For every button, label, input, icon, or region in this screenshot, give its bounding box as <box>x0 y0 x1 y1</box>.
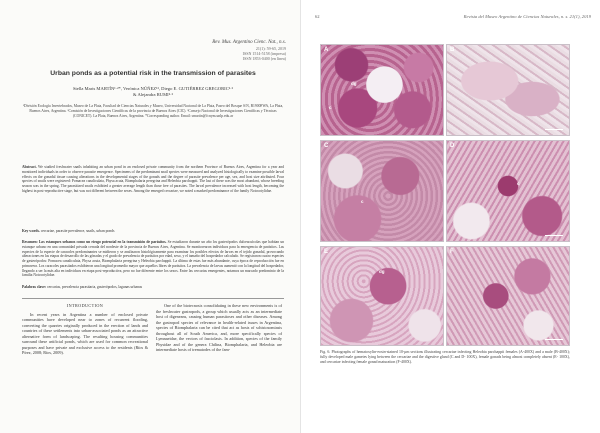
body-column-2 <box>156 303 282 353</box>
abstract <box>22 165 284 194</box>
issn-print: ISSN 1514-5158 (impresa) <box>242 51 286 57</box>
body-paragraph-2: One of the biotecnosis consolidating in these new environments is of the freshwater gastropods, a group which usually acts as an intermediate host of digeneans, causing human parasitoses and other diseases. Among the gastropod species of relevance in health-related issues in Argentina, species of Biomphalaria can be cited that act as hosts of schistosomiasis throughout all of South America, and, more specifically species of Lymnaeidae, the vectors of fasciolasis. In addition, species of the family Physidae and of the genera Chilina, Biomphalaria, and Heleobia are intermediate hosts of trematodes of the fam- <box>156 303 282 352</box>
scale-bar <box>545 235 563 236</box>
keywords-label: Key words. <box>22 229 40 233</box>
resumen-label: Resumen: Los estanques urbanos como un riesgo potencial en la transmisión de parásitos. <box>22 240 167 244</box>
running-head: Revista del Museo Argentino de Ciencias Naturales, n. s. 21(1), 2019 <box>463 14 591 19</box>
micrograph-panel-a <box>320 44 444 136</box>
authors-line-2: & Alejandra RUMI²·³ <box>132 92 173 97</box>
introduction-heading: INTRODUCTION <box>66 303 104 308</box>
micrograph-panel-e <box>320 246 444 346</box>
tag-c: c <box>517 181 520 186</box>
tag-c: c <box>329 105 332 110</box>
affiliation: ¹División Ecología Invertebrados, Museo de La Plata, Facultad de Ciencias Naturales y Museo, Universidad Nacional de La Plata, Paseo del Bosque S/N, B1900FWA, La Plata, Buenos Aires, Argentina. ²Comisión de Investigaciones Científicas de la provincia de Buenos Aires (CIC). ³Consejo Nacional de Investigaciones Científicas y Técnicas (CONICET). La Plata, Buenos Aires, Argentina. *Corresponding author. Email: smartin@fcnym.unlp.edu.ar <box>22 104 284 118</box>
journal-name: Rev. Mus. Argentino Cienc. Nat., n.s. <box>212 40 286 45</box>
micrograph-panel-c <box>320 140 444 242</box>
palabras-text: cercarias, prevalencia parasitaria, gasterópodos, lagunas urbanas <box>47 285 143 289</box>
abstract-label: Abstract. <box>22 165 37 169</box>
issn-online: ISSN 1853-0400 (en línea) <box>242 56 286 62</box>
panel-label-e: E <box>324 249 329 255</box>
palabras-label: Palabras clave: <box>22 285 47 289</box>
body-paragraph-1: In recent years in Argentina a number of enclosed private communities have developed near to zones of recurrent flooding, converting the quarries originally produced in the erection of lands and countries of these settlements into urban-associated ponds as an attractive alternative form of landscaping. The resulting housing communities surround these artificial ponds, which are used for common recreational purposes and have private and exclusive access to the residents (Ríos & Pírez, 2008; Ríos, 2009). <box>22 311 148 355</box>
tag-c: c <box>361 199 364 204</box>
micrograph-panel-f <box>446 246 570 346</box>
page-number: 62 <box>315 14 320 19</box>
journal-volume: 21(1): 59-65, 2019 <box>255 46 286 51</box>
author-list <box>28 86 278 98</box>
article-title: Urban ponds as a potential risk in the transmission of parasites <box>50 70 256 77</box>
micrograph-panel-d <box>446 140 570 242</box>
figure-caption: Fig. 6. Photographs of hematoxylin-eosin-stained 10-μm sections illustrating cercariae infecting Heleobia parchappii females (A-400X) and a male (B-400X); fully developed male gametes lying between the cercariae and the digestive gland (C and D- 100X), female gonads being almost completely absent (E- 100X), and cercariae infecting female gonad maturation (F-400X). <box>320 350 570 364</box>
body-column-1 <box>22 303 148 356</box>
abstract-text: We studied freshwater snails inhabiting an urban pond in an enclosed private community from the northern Province of Buenos Aires, Argentina for a year and monitored individuals in order to observe parasite emergence. Specimens of the predominant snail species were measured and analyzed histologically to examine possible larval effects on the gonadal tissue causing alterations in the developmental stages of the gonads and the degree of parasite prevalence per age, sex, and host size attributed. Four species of snails were registered: Pomacea canaliculata, Physa acuta, Biomphalaria peregrina and Heleobia parchappii. The last of these was the most abundant, whose breeding season was in the spring. The parasitized snails exhibited a greater average length than those free of parasites. The larval prevalence increased with host length, becoming the highest in post-reproductive stage, but was not different between the sexes. Among the emerged cercariae, we noted a marked predominance of the family Notocotylidae. <box>22 165 284 193</box>
page-header <box>315 14 591 22</box>
tag-dg: dg <box>379 269 385 274</box>
micrograph-panel-b <box>446 44 570 136</box>
keywords <box>22 229 284 234</box>
section-divider <box>22 298 284 299</box>
panel-label-c: C <box>324 143 329 149</box>
scale-bar <box>545 339 563 340</box>
panel-label-d: D <box>450 143 455 149</box>
panel-label-f: F <box>450 249 454 255</box>
palabras-clave <box>22 285 284 290</box>
tag-dg: dg <box>351 81 357 86</box>
panel-label-b: B <box>450 47 455 53</box>
authors-line-1: Stella Maris MARTÍN¹·²*, Verónica NÚÑEZ¹³, Diego E. GUTIÉRREZ GREGORIC²·³ <box>72 86 234 91</box>
resumen-text: Se estudiaron durante un año los gasterópodos dulceacuícolas que habitan un estanque urbano en una comunidad privada cerrada del nordeste de la provincia de Buenos Aires, Argentina. Se monitorearon individuos para la emergencia de parásitos. Las especies de la especie de caracoles predominantes se midieron y se analizaron histológicamente para examinar los posibles efectos de larvas en el tejido gonadal, provocando alteraciones en las etapas de desarrollo de las gónadas y el grado de prevalencia de parásitos por edad, sexo, y el tamaño del hospedador calculado. Se registraron cuatro especies de gasterópodos: Pomacea canaliculata, Physa acuta, Biomphalaria peregrina y Heleobia parchappii. La última de estas fue más abundante, cuya época de reproducción fue en primavera. Los caracoles parasitados exhibieron una longitud promedio mayor que aquellos libres de parásitos. La prevalencia de larvas aumentó con la longitud del hospedador, llegando a ser la más alta en individuos en etapa post-reproductiva, pero no fue diferente entre los sexos. Entre las cercarias emergentes, notamos un marcado predominio de la familia Notocotylidae. <box>22 240 285 278</box>
keywords-text: cercariae, parasite prevalence, snails, urban ponds <box>40 229 115 233</box>
journal-reference <box>146 40 286 61</box>
scale-bar <box>545 129 563 130</box>
resumen <box>22 240 284 278</box>
panel-label-a: A <box>324 47 329 53</box>
